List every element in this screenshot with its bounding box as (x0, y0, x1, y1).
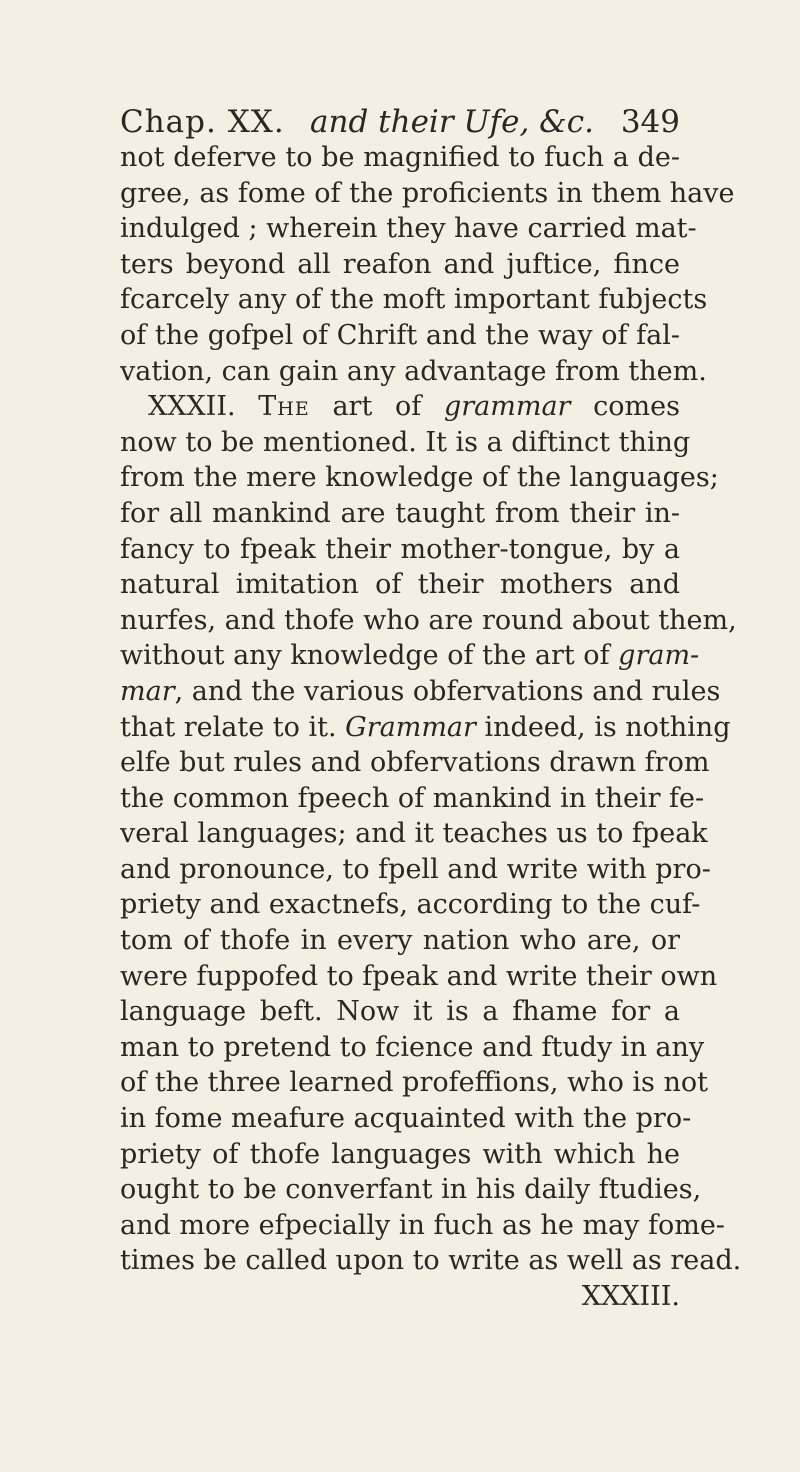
line-text: that relate to it. (120, 711, 346, 743)
line-text: indeed, is nothing (475, 711, 731, 743)
text-line: for all mankind are taught from their in- (120, 497, 680, 529)
section-word-the: The (258, 391, 310, 423)
italic-word: gram- (618, 640, 700, 672)
text-line (120, 710, 731, 746)
section-heading-line (120, 389, 680, 425)
text-line: and pronounce, to fpell and write with pro- (120, 853, 711, 885)
page-number: 349 (620, 104, 680, 140)
text-line: gree, as fome of the proficients in them have (120, 177, 735, 209)
catchword: XXXIII. (581, 1281, 680, 1312)
text-line: in fome meafure acquainted with the pro- (120, 1103, 692, 1135)
text-line: of the three learned profeffions, who is not (120, 1067, 708, 1099)
text-line: ters beyond all reafon and juftice, fince (120, 248, 680, 280)
text-line: from the mere knowledge of the languages; (120, 462, 719, 494)
text-line: were fuppofed to fpeak and write their own (120, 960, 718, 992)
line-text: , and the various obfervations and rules (174, 675, 721, 707)
text-line: not deferve to be magnified to fuch a de- (120, 142, 680, 173)
text-line: the common fpeech of mankind in their fe- (120, 782, 705, 814)
text-line (120, 674, 721, 710)
running-header (120, 100, 680, 144)
chapter-label: Chap. XX. (120, 104, 285, 140)
section-text-before: art of (309, 391, 444, 423)
text-line: man to pretend to fcience and ftudy in any (120, 1031, 705, 1063)
text-line: language beft. Now it is a fhame for a (120, 996, 680, 1028)
italic-word: Grammar (345, 711, 476, 743)
section-number: XXXII. (148, 391, 236, 423)
text-line: of the gofpel of Chrift and the way of fal- (120, 319, 680, 351)
text-line: nurfes, and thofe who are round about them, (120, 604, 737, 636)
text-line: elfe but rules and obfervations drawn from (120, 747, 710, 779)
text-line: natural imitation of their mothers and (120, 569, 680, 601)
text-line: indulged ; wherein they have carried mat- (120, 213, 697, 245)
text-line (120, 638, 700, 674)
text-line: and more efpecially in fuch as he may fome- (120, 1209, 725, 1241)
text-line: veral languages; and it teaches us to fpeak (120, 818, 708, 850)
running-title: and their Ufe, &c. (310, 104, 594, 140)
text-line: fancy to fpeak their mother-tongue, by a (120, 533, 680, 565)
text-line: times be called upon to write as well as read. (120, 1245, 742, 1277)
section-keyword: grammar (443, 391, 571, 423)
body-text (120, 140, 742, 1315)
text-line: vation, can gain any advantage from them. (120, 355, 707, 387)
text-line: tom of thofe in every nation who are, or (120, 925, 680, 957)
line-text: without any knowledge of the art of (120, 640, 619, 672)
text-line: ought to be converfant in his daily ftudies, (120, 1174, 702, 1206)
text-line: now to be mentioned. It is a diftinct thing (120, 426, 691, 458)
text-line: priety and exactnefs, according to the cuf- (120, 889, 701, 921)
section-text-after: comes (570, 391, 680, 423)
italic-word: mar (120, 675, 175, 707)
text-line: fcarcely any of the moft important fubjects (120, 284, 708, 316)
text-line: priety of thofe languages with which he (120, 1138, 680, 1170)
